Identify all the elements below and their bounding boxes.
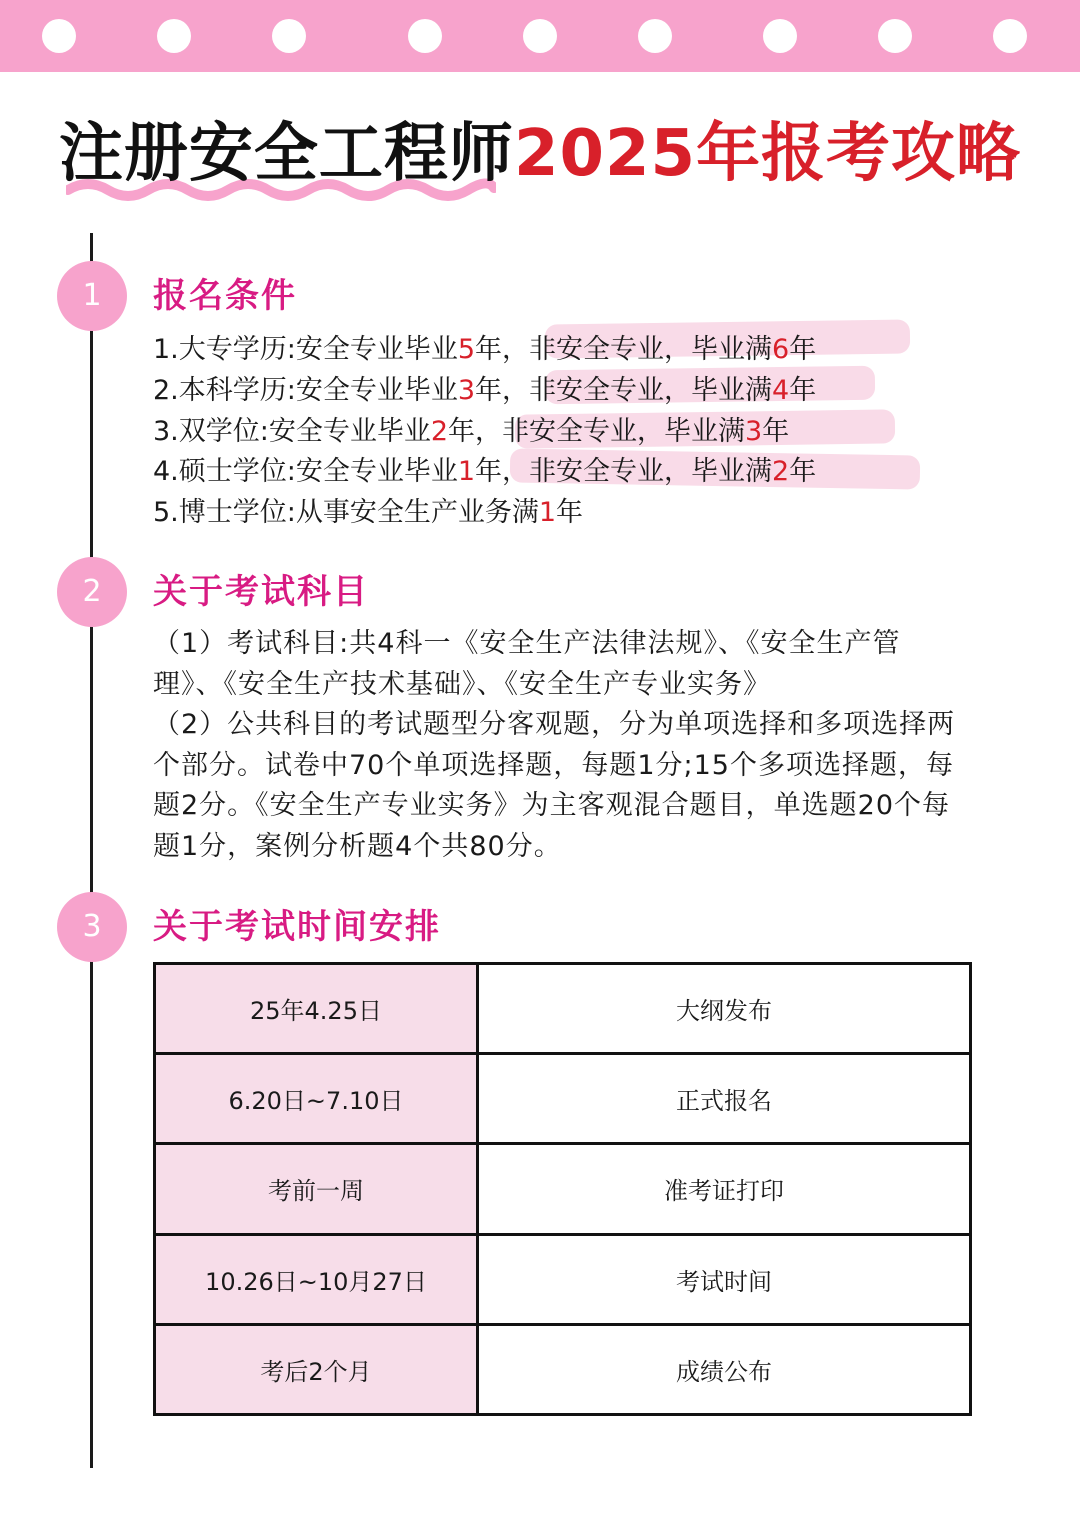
step-badge-1: 1 [57,261,127,331]
condition-item [153,330,816,371]
condition-number: 3 [745,415,763,447]
conditions-list [153,330,816,534]
page-title [0,112,1080,196]
schedule-table [153,962,972,1416]
binder-hole [523,19,557,53]
binder-hole [157,19,191,53]
timeline-line [90,233,93,1468]
condition-number: 4 [772,374,790,406]
table-row [155,1234,971,1324]
section-heading-subjects: 关于考试科目 [153,572,369,612]
binder-hole [42,19,76,53]
schedule-event: 成绩公布 [478,1324,971,1414]
condition-text: 年 [789,456,817,488]
condition-text: 4.硕士学位:安全专业毕业 [153,456,458,488]
condition-number: 2 [430,415,449,447]
condition-text: 年 [789,334,817,365]
step-badge-2: 2 [57,557,127,627]
subjects-paragraph-2: （2）公共科目的考试题型分客观题，分为单项选择和多项选择两个部分。试卷中70个单项选择题，每题1分;15个多项选择题，每题2分。《安全生产专业实务》为主客观混合题目，单选题20个每题1分，案例分析题4个共80分。 [153,709,956,862]
condition-item [153,452,816,493]
table-row [155,964,971,1054]
condition-text: 5.博士学位:从事安全生产业务满 [153,497,539,529]
step-badge-3: 3 [57,892,127,962]
binder-hole [408,19,442,53]
condition-text: 1.大专学历:安全专业毕业 [153,334,458,365]
binder-hole [272,19,306,53]
schedule-date: 10.26日~10月27日 [155,1234,478,1324]
condition-text: 年 [556,497,584,529]
binder-hole [878,19,912,53]
schedule-event: 大纲发布 [478,964,971,1054]
schedule-date: 6.20日~7.10日 [155,1054,478,1144]
condition-text: 年，非安全专业，毕业满 [448,415,746,447]
title-highlight: 2025年报考攻略 [513,117,1022,191]
table-row [155,1324,971,1414]
condition-text: 年 [762,415,790,447]
condition-number: 1 [538,497,557,529]
subjects-paragraph-1: （1）考试科目:共4科一《安全生产法律法规》、《安全生产管理》、《安全生产技术基础》、《安全生产专业实务》 [153,628,901,700]
condition-item [153,371,816,412]
title-main: 注册安全工程师 [58,117,514,191]
section-heading-conditions: 报名条件 [153,276,297,316]
schedule-event: 考试时间 [478,1234,971,1324]
top-band [0,0,1080,72]
schedule-event: 准考证打印 [478,1144,971,1234]
schedule-date: 25年4.25日 [155,964,478,1054]
condition-item [153,493,816,534]
condition-item [153,412,816,453]
binder-hole [993,19,1027,53]
schedule-date: 考前一周 [155,1144,478,1234]
table-row [155,1054,971,1144]
condition-text: 年，非安全专业，毕业满 [475,334,773,365]
condition-text: 年，非安全专业，毕业满 [475,374,773,406]
binder-hole [638,19,672,53]
binder-hole [763,19,797,53]
condition-text: 年，非安全专业，毕业满 [475,456,773,488]
table-row [155,1144,971,1234]
condition-number: 1 [457,456,476,488]
condition-text: 年 [789,374,817,406]
condition-text: 2.本科学历:安全专业毕业 [153,374,458,406]
condition-number: 6 [772,334,790,365]
condition-text: 3.双学位:安全专业毕业 [153,415,431,447]
section-heading-schedule: 关于考试时间安排 [153,907,441,947]
condition-number: 3 [457,374,476,406]
schedule-event: 正式报名 [478,1054,971,1144]
condition-number: 5 [457,334,476,365]
schedule-date: 考后2个月 [155,1324,478,1414]
condition-number: 2 [772,456,790,488]
